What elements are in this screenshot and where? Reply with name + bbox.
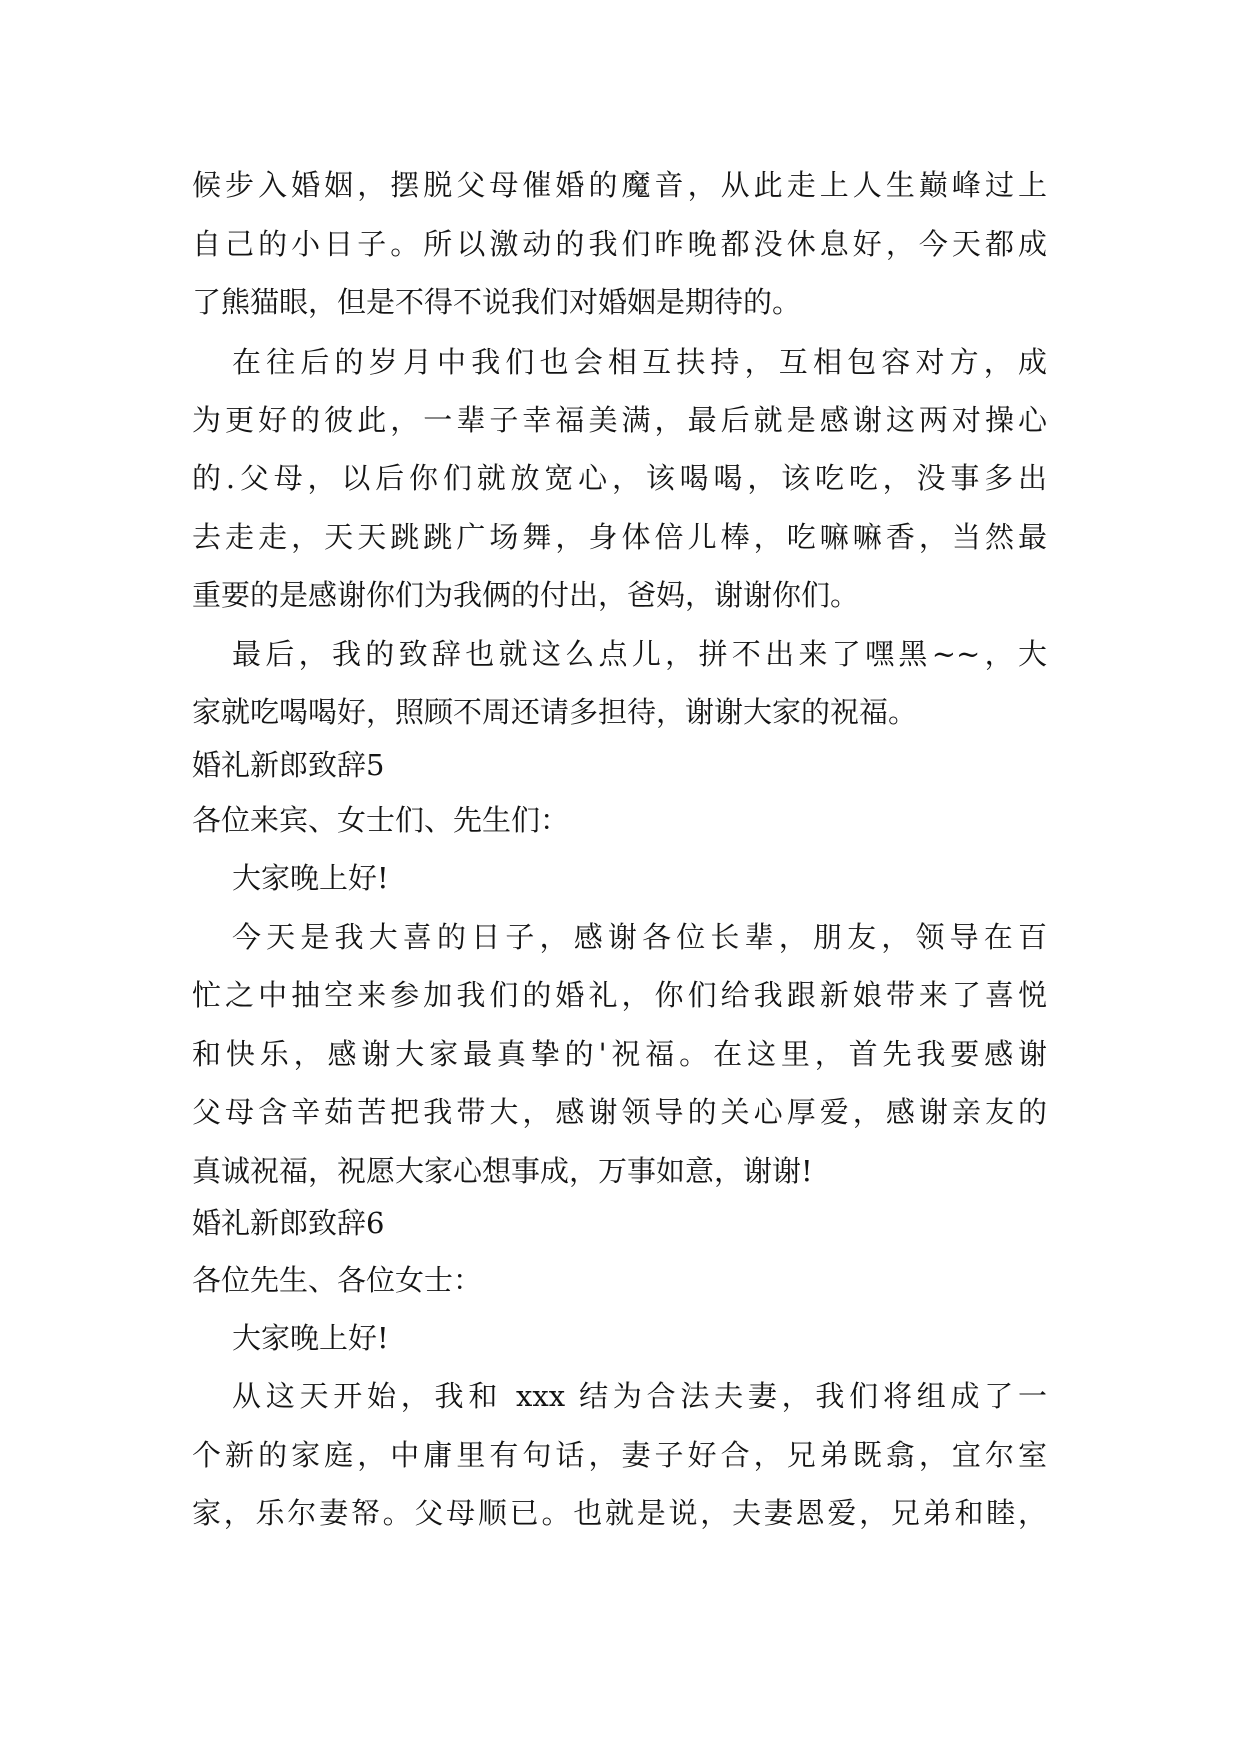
- paragraph-line: 忙之中抽空来参加我们的婚礼，你们给我跟新娘带来了喜悦: [192, 978, 1047, 1012]
- salutation: 各位先生、各位女士：: [192, 1263, 483, 1297]
- paragraph-line: 在往后的岁月中我们也会相互扶持，互相包容对方，成: [232, 345, 1047, 379]
- greeting: 大家晚上好!: [232, 861, 389, 895]
- salutation: 各位来宾、女士们、先生们：: [192, 803, 570, 837]
- paragraph-line: 为更好的彼此，一辈子幸福美满，最后就是感谢这两对操心: [192, 403, 1047, 437]
- paragraph-line: 从这天开始，我和 xxx 结为合法夫妻，我们将组成了一: [232, 1379, 1047, 1413]
- section-heading: 婚礼新郎致辞5: [192, 748, 385, 782]
- paragraph-line: 重要的是感谢你们为我俩的付出，爸妈，谢谢你们。: [192, 578, 860, 612]
- paragraph-line: 了熊猫眼，但是不得不说我们对婚姻是期待的。: [192, 285, 802, 319]
- paragraph-line: 候步入婚姻，摆脱父母催婚的魔音，从此走上人生巅峰过上: [192, 168, 1047, 202]
- paragraph-line: 自己的小日子。所以激动的我们昨晚都没休息好，今天都成: [192, 227, 1047, 261]
- paragraph-line: 家，乐尔妻帑。父母顺已。也就是说，夫妻恩爱，兄弟和睦，: [192, 1496, 1047, 1530]
- paragraph-line: 父母含辛茹苦把我带大，感谢领导的关心厚爱，感谢亲友的: [192, 1095, 1047, 1129]
- section-heading: 婚礼新郎致辞6: [192, 1206, 385, 1240]
- paragraph-line: 最后，我的致辞也就这么点儿，拼不出来了嘿黑~~，大: [232, 637, 1047, 671]
- paragraph-line: 去走走，天天跳跳广场舞，身体倍儿棒，吃嘛嘛香，当然最: [192, 520, 1047, 554]
- greeting: 大家晚上好!: [232, 1321, 389, 1355]
- paragraph-line: 和快乐，感谢大家最真挚的'祝福。在这里，首先我要感谢: [192, 1037, 1047, 1071]
- paragraph-line: 真诚祝福，祝愿大家心想事成，万事如意，谢谢!: [192, 1154, 813, 1188]
- paragraph-line: 个新的家庭，中庸里有句话，妻子好合，兄弟既翕，宜尔室: [192, 1438, 1047, 1472]
- paragraph-line: 今天是我大喜的日子，感谢各位长辈，朋友，领导在百: [232, 920, 1047, 954]
- paragraph-line: 的.父母，以后你们就放宽心，该喝喝，该吃吃，没事多出: [192, 461, 1047, 495]
- paragraph-line: 家就吃喝喝好，照顾不周还请多担待，谢谢大家的祝福。: [192, 695, 918, 729]
